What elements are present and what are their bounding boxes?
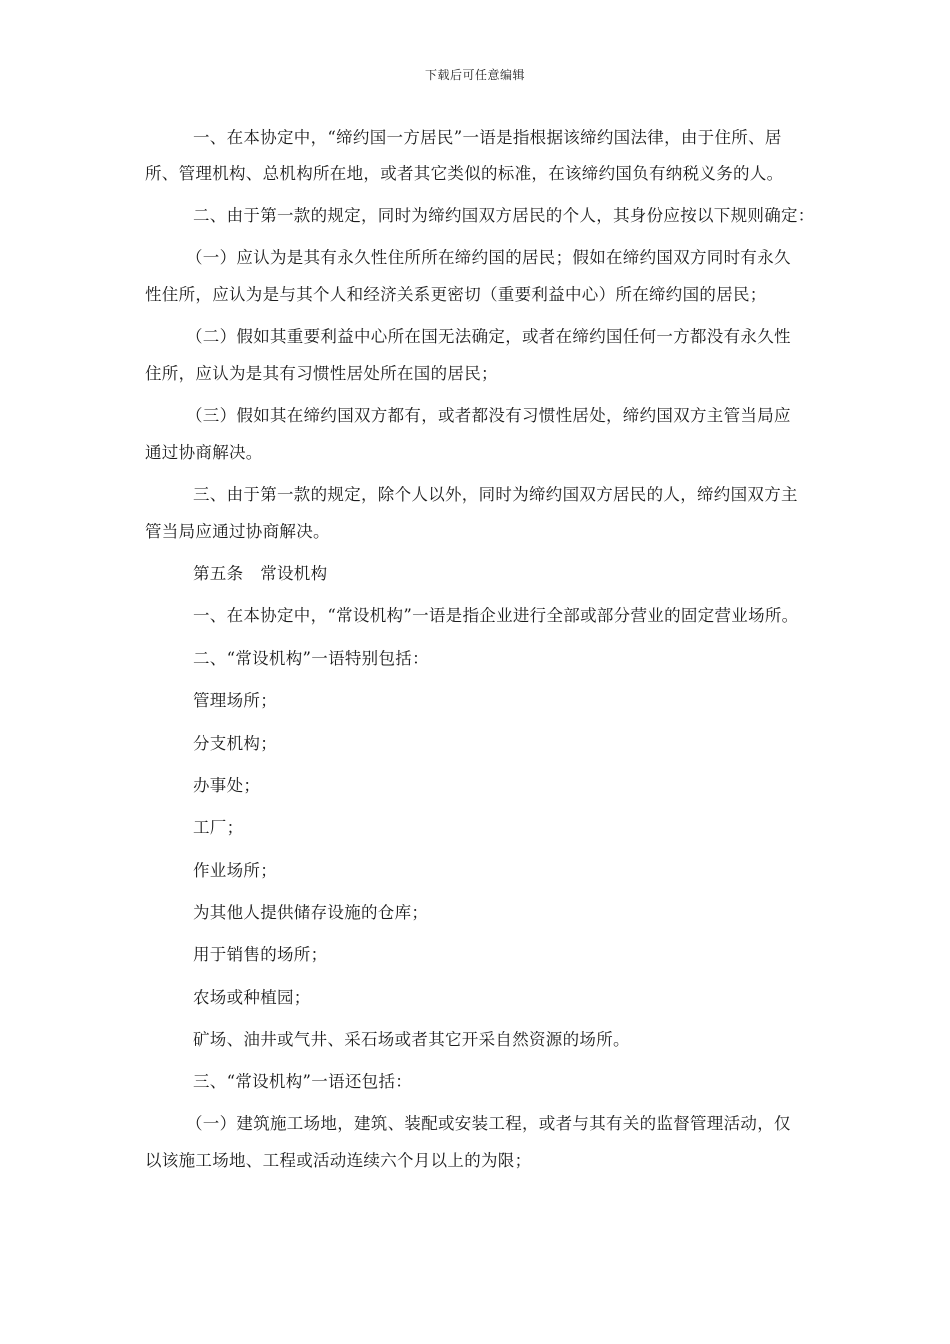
paragraph-line: （一）建筑施工场地，建筑、装配或安装工程，或者与其有关的监督管理活动，仅: [186, 1114, 791, 1133]
list-item: 工厂；: [193, 818, 244, 837]
paragraph-line: 性住所，应认为是与其个人和经济关系更密切（重要利益中心）所在缔约国的居民；: [145, 285, 767, 304]
paragraph-line: 通过协商解决。: [145, 443, 263, 462]
paragraph-line: 一、在本协定中，“缔约国一方居民”一语是指根据该缔约国法律，由于住所、居: [193, 128, 782, 147]
paragraph-line: （一）应认为是其有永久性住所所在缔约国的居民；假如在缔约国双方同时有永久: [186, 248, 791, 267]
paragraph-line: 住所，应认为是其有习惯性居处所在国的居民；: [145, 364, 498, 383]
paragraph-line: 二、“常设机构”一语特别包括：: [193, 649, 429, 668]
list-item: 用于销售的场所；: [193, 945, 328, 964]
section-heading: 第五条 常设机构: [193, 564, 328, 583]
list-item: 农场或种植园；: [193, 988, 311, 1007]
list-item: 作业场所；: [193, 861, 277, 880]
paragraph-line: 管当局应通过协商解决。: [145, 522, 330, 541]
paragraph-line: 以该施工场地、工程或活动连续六个月以上的为限；: [145, 1151, 532, 1170]
list-item: 管理场所；: [193, 691, 277, 710]
list-item: 矿场、油井或气井、采石场或者其它开采自然资源的场所。: [193, 1030, 630, 1049]
page-header: 下载后可任意编辑: [424, 68, 525, 82]
list-item: 办事处；: [193, 776, 261, 795]
list-item: 为其他人提供储存设施的仓库；: [193, 903, 429, 922]
paragraph-line: （二）假如其重要利益中心所在国无法确定，或者在缔约国任何一方都没有永久性: [186, 327, 791, 346]
paragraph-line: 一、在本协定中，“常设机构”一语是指企业进行全部或部分营业的固定营业场所。: [193, 606, 799, 625]
paragraph-line: 三、由于第一款的规定，除个人以外，同时为缔约国双方居民的人，缔约国双方主: [193, 485, 798, 504]
list-item: 分支机构；: [193, 734, 277, 753]
paragraph-line: 所、管理机构、总机构所在地，或者其它类似的标准，在该缔约国负有纳税义务的人。: [145, 164, 784, 183]
paragraph-line: 二、由于第一款的规定，同时为缔约国双方居民的个人，其身份应按以下规则确定：: [193, 206, 815, 225]
paragraph-line: 三、“常设机构”一语还包括：: [193, 1072, 413, 1091]
paragraph-line: （三）假如其在缔约国双方都有，或者都没有习惯性居处，缔约国双方主管当局应: [186, 406, 791, 425]
